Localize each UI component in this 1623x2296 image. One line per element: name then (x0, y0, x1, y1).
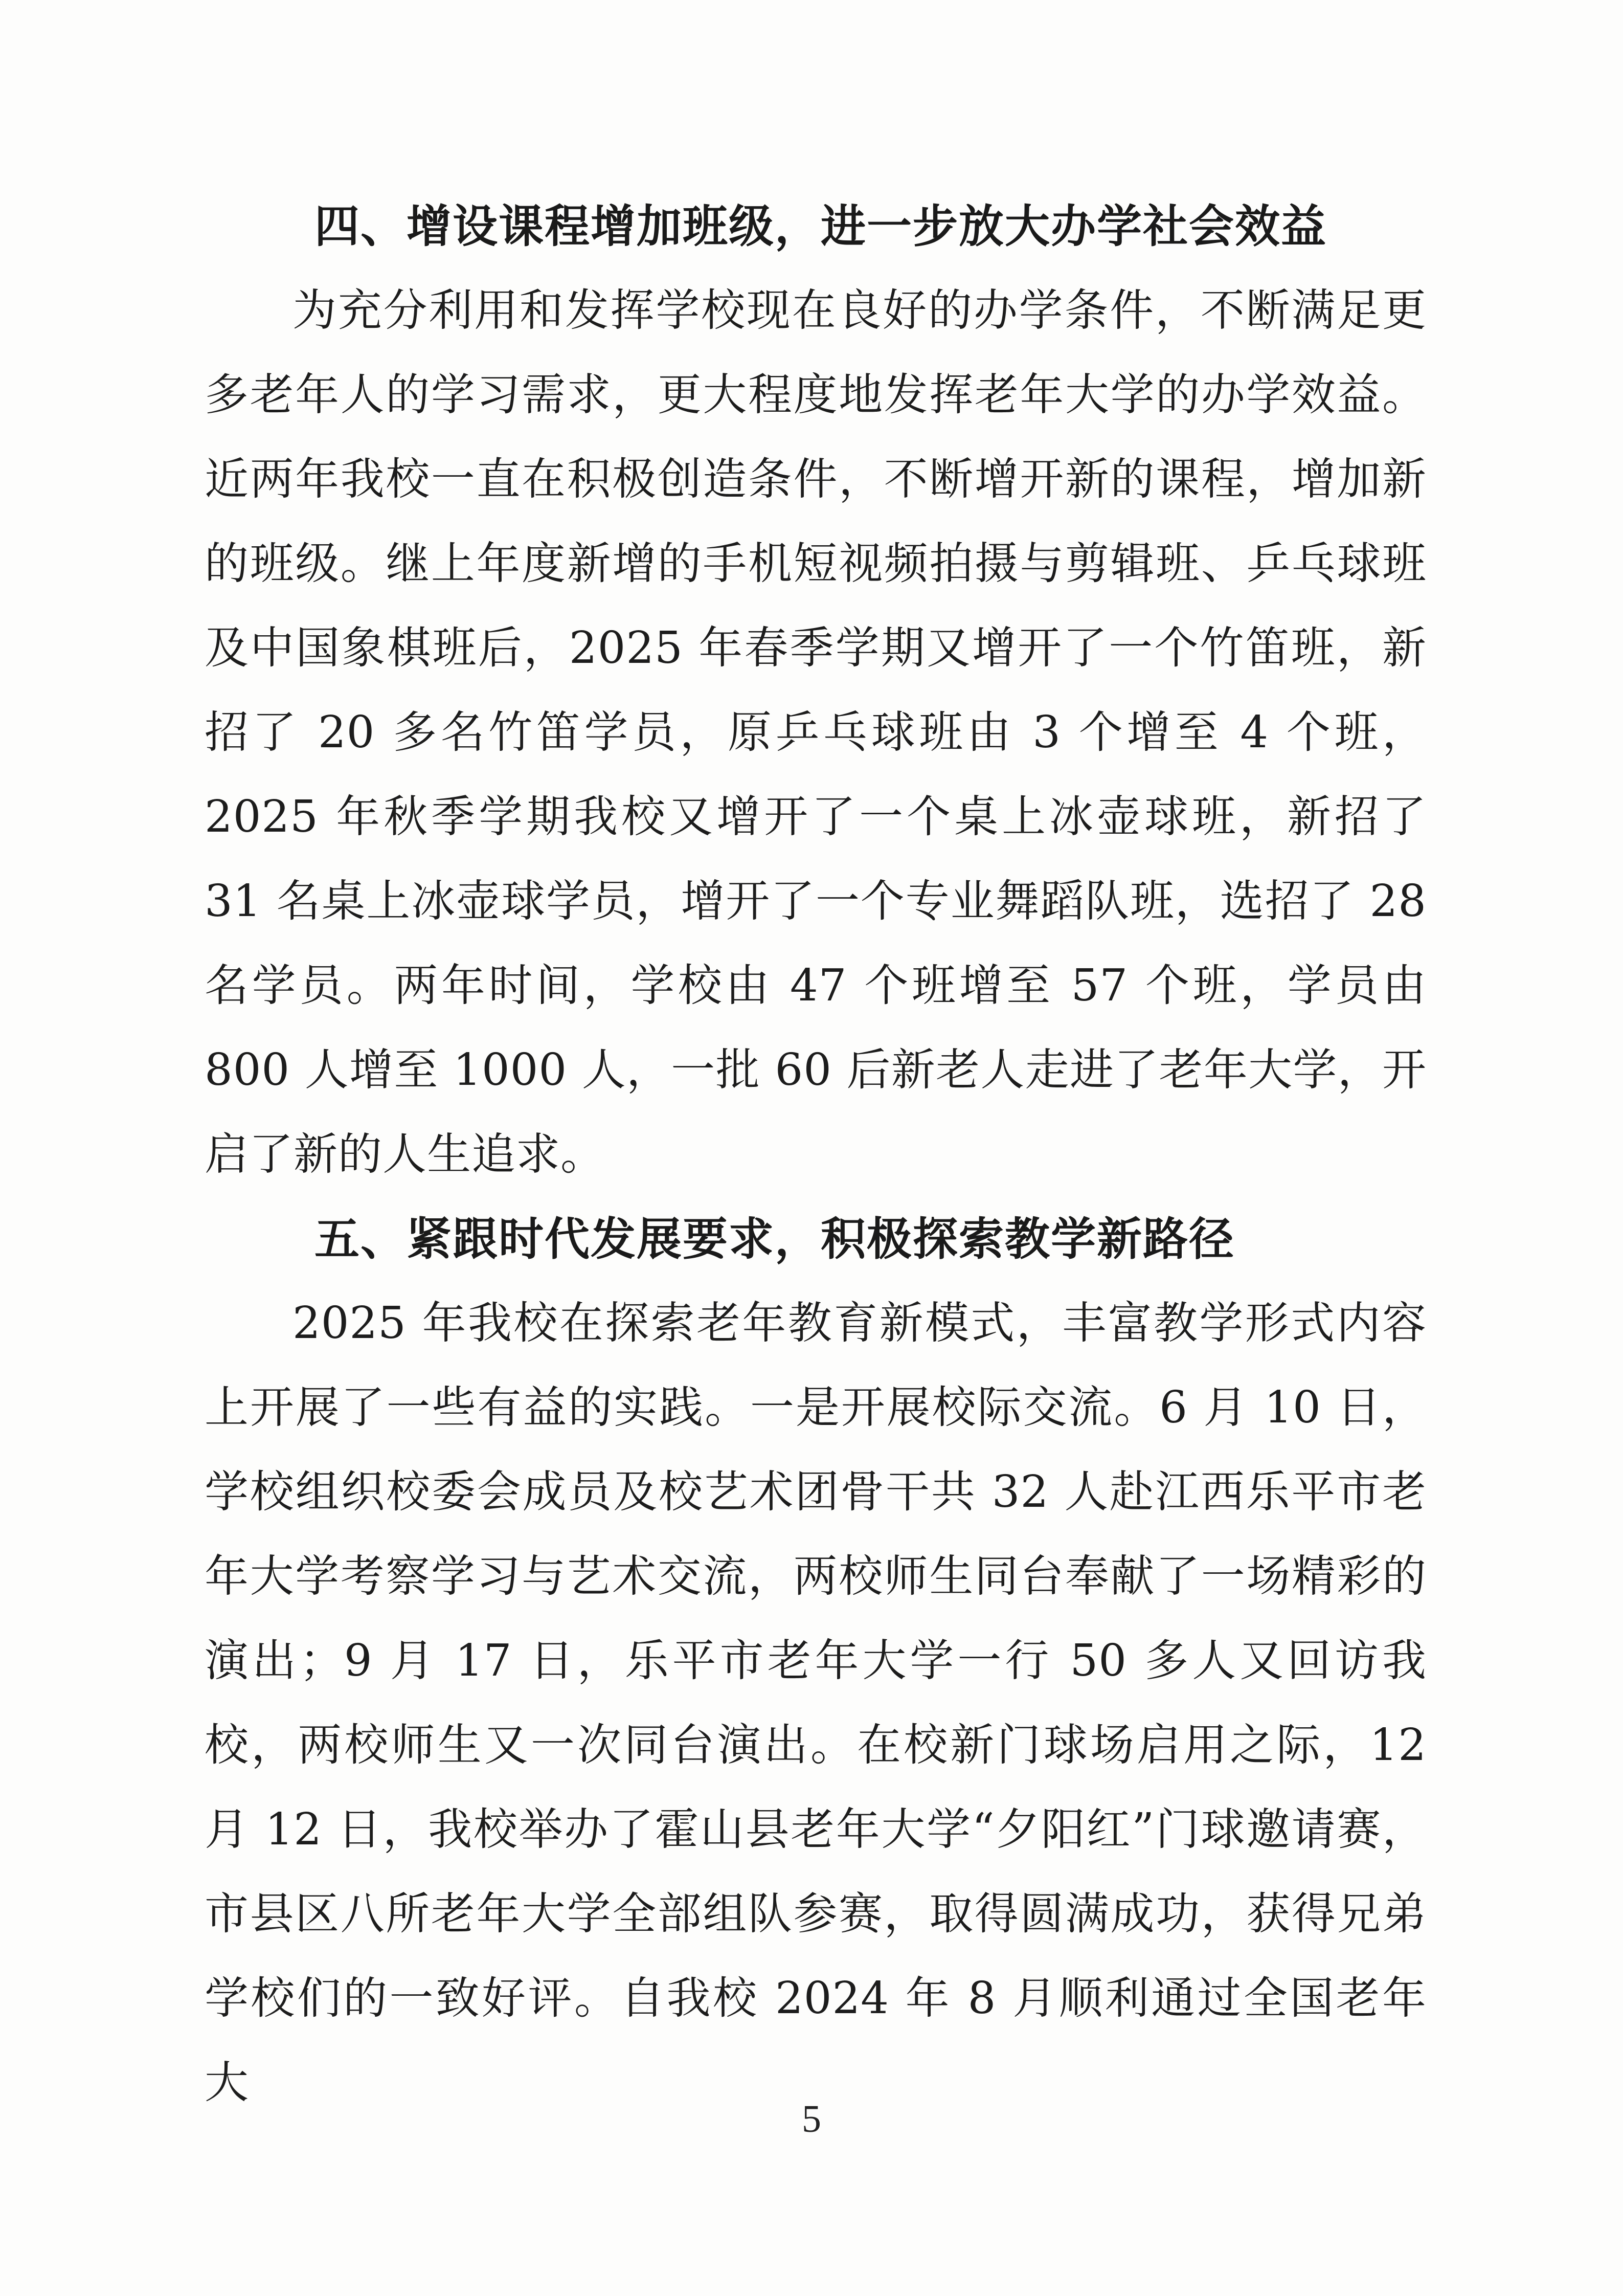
section-5-paragraph: 2025 年我校在探索老年教育新模式，丰富教学形式内容上开展了一些有益的实践。一是开展校际交流。6 月 10 日，学校组织校委会成员及校艺术团骨干共 32 人赴江西乐平市老年大学考察学习与艺术交流，两校师生同台奉献了一场精彩的演出；9 月 17 日，乐平市老年大学一行 50 多人又回访我校，两校师生又一次同台演出。在校新门球场启用之际，12 月 12 日，我校举办了霍山县老年大学“夕阳红”门球邀请赛，市县区八所老年大学全部组队参赛，取得圆满成功，获得兄弟学校们的一致好评。自我校 2024 年 8 月顺利通过全国老年大 (205, 1298, 1427, 2108)
section-4-heading: 四、增设课程增加班级，进一步放大办学社会效益 (314, 200, 1327, 253)
document-body (205, 184, 1427, 2125)
section-5-heading: 五、紧跟时代发展要求，积极探索教学新路径 (314, 1213, 1235, 1265)
page-number: 5 (802, 2098, 821, 2141)
section-4-paragraph: 为充分利用和发挥学校现在良好的办学条件，不断满足更多老年人的学习需求，更大程度地发挥老年大学的办学效益。近两年我校一直在积极创造条件，不断增开新的课程，增加新的班级。继上年度新增的手机短视频拍摄与剪辑班、乒乓球班及中国象棋班后，2025 年春季学期又增开了一个竹笛班，新招了 20 多名竹笛学员，原乒乓球班由 3 个增至 4 个班，2025 年秋季学期我校又增开了一个桌上冰壶球班，新招了 31 名桌上冰壶球学员，增开了一个专业舞蹈队班，选招了 28 名学员。两年时间，学校由 47 个班增至 57 个班，学员由 800 人增至 1000 人，一批 60 后新老人走进了老年大学，开启了新的人生追求。 (205, 285, 1427, 1180)
